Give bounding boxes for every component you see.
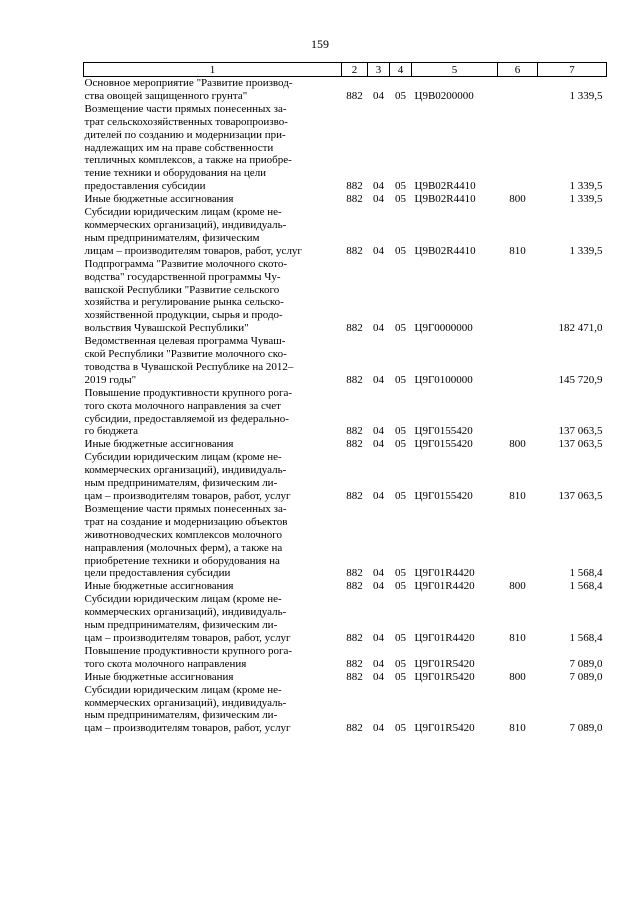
row-amount: 7 089,0: [569, 657, 603, 670]
column-number-row: [84, 63, 607, 77]
table-row: [84, 580, 607, 593]
row-target-code: Ц9Г01R5420: [414, 670, 475, 683]
row-expense-type: [498, 103, 538, 193]
column-header: 2: [342, 63, 368, 77]
row-glava: 882: [346, 631, 363, 644]
row-rz: 04: [373, 722, 384, 735]
row-pr: 05: [395, 244, 406, 257]
row-amount: 1 568,4: [569, 631, 603, 644]
row-expense-type: [498, 503, 538, 580]
row-target-code: Ц9Г0100000: [414, 373, 473, 386]
row-amount: 1 568,4: [569, 580, 603, 593]
row-pr: 05: [395, 567, 406, 580]
row-glava: 882: [346, 373, 363, 386]
row-pr: 05: [395, 89, 406, 102]
row-amount: 137 063,5: [558, 425, 603, 438]
table-row: [84, 503, 607, 580]
row-target-code: Ц9Г01R4420: [414, 631, 475, 644]
row-pr: 05: [395, 438, 406, 451]
row-name: Возмещение части прямых понесенных за- трат на создание и модернизацию объектов животноводческих комплексов молочного направления (молочных ферм), а также на приобретение техники и оборудования на цели предоставления субсидии: [84, 502, 288, 580]
row-expense-type: 800: [509, 193, 526, 206]
row-pr: 05: [395, 425, 406, 438]
table-row: [84, 335, 607, 387]
row-pr: 05: [395, 722, 406, 735]
row-glava: 882: [346, 490, 363, 502]
row-rz: 04: [373, 490, 384, 502]
row-pr: 05: [395, 657, 406, 670]
row-amount: 182 471,0: [558, 322, 603, 335]
row-target-code: Ц9Г0155420: [414, 490, 473, 502]
row-expense-type: 800: [509, 670, 526, 683]
table-row: [84, 593, 607, 645]
row-glava: 882: [346, 89, 363, 102]
row-glava: 882: [346, 180, 363, 193]
row-glava: 882: [346, 657, 363, 670]
budget-table: [83, 62, 607, 735]
row-name: Иные бюджетные ассигнования: [84, 438, 234, 451]
column-header: 3: [368, 63, 390, 77]
row-rz: 04: [373, 425, 384, 438]
row-amount: 1 339,5: [569, 244, 603, 257]
row-name: Ведомственная целевая программа Чуваш- ской Республики "Развитие молочного ско- товодства в Чувашской Республике на 2012– 2019 годы": [84, 335, 294, 386]
row-amount: 1 339,5: [569, 193, 603, 206]
table-row: [84, 438, 607, 451]
table-row: [84, 451, 607, 503]
table-body: [84, 77, 607, 736]
row-rz: 04: [373, 322, 384, 335]
table-row: [84, 193, 607, 206]
row-glava: 882: [346, 567, 363, 580]
row-name: Основное мероприятие "Развитие производ- ства овощей защищенного грунта": [84, 77, 293, 102]
row-rz: 04: [373, 438, 384, 451]
row-pr: 05: [395, 631, 406, 644]
row-pr: 05: [395, 490, 406, 502]
row-name: Субсидии юридическим лицам (кроме не- коммерческих организаций), индивидуаль- ным предпринимателям, физическим ли- цам – производителям товаров, работ, услуг: [84, 451, 291, 502]
row-amount: 1 568,4: [569, 567, 603, 580]
row-pr: 05: [395, 373, 406, 386]
row-target-code: Ц9Г01R5420: [414, 722, 475, 735]
row-expense-type: 800: [509, 580, 526, 593]
row-expense-type: [498, 258, 538, 335]
row-name: Субсидии юридическим лицам (кроме не- коммерческих организаций), индивидуаль- ным предпринимателям, физическим лицам – производителям товаров, работ, услуг: [84, 206, 302, 257]
row-glava: 882: [346, 322, 363, 335]
row-amount: 7 089,0: [569, 670, 603, 683]
row-amount: 137 063,5: [558, 490, 603, 502]
row-amount: 1 339,5: [569, 180, 603, 193]
row-amount: 137 063,5: [558, 438, 603, 451]
row-name: Иные бюджетные ассигнования: [84, 670, 234, 683]
row-name: Иные бюджетные ассигнования: [84, 193, 234, 206]
row-glava: 882: [346, 670, 363, 683]
column-header: 5: [412, 63, 498, 77]
row-expense-type: 810: [509, 631, 526, 644]
row-pr: 05: [395, 670, 406, 683]
row-target-code: Ц9Г01R5420: [414, 657, 475, 670]
row-rz: 04: [373, 180, 384, 193]
row-name: Возмещение части прямых понесенных за- трат сельскохозяйственных товаропроизво- дителей по созданию и модернизации при- надлежащих им на праве собственности тепличных комплексов, а также на приобре- тение техники и оборудования на цели предоставления субсидии: [84, 102, 292, 193]
column-header: 4: [390, 63, 412, 77]
row-target-code: Ц9Г0155420: [414, 425, 473, 438]
row-target-code: Ц9Г01R4420: [414, 580, 475, 593]
row-pr: 05: [395, 193, 406, 206]
table-row: [84, 671, 607, 684]
row-amount: 145 720,9: [558, 373, 603, 386]
row-rz: 04: [373, 373, 384, 386]
row-name: Иные бюджетные ассигнования: [84, 580, 234, 593]
row-expense-type: 810: [509, 722, 526, 735]
row-rz: 04: [373, 657, 384, 670]
row-name: Субсидии юридическим лицам (кроме не- коммерческих организаций), индивидуаль- ным предпринимателям, физическим ли- цам – производителям товаров, работ, услуг: [84, 593, 291, 644]
table-row: [84, 206, 607, 258]
row-expense-type: [498, 645, 538, 671]
row-target-code: Ц9В0200000: [414, 89, 474, 102]
table-row: [84, 77, 607, 103]
row-glava: 882: [346, 580, 363, 593]
row-target-code: Ц9Г0000000: [414, 322, 473, 335]
row-target-code: Ц9В02R4410: [414, 193, 476, 206]
column-header: 6: [498, 63, 538, 77]
row-expense-type: 810: [509, 490, 526, 502]
row-amount: 7 089,0: [569, 722, 603, 735]
row-target-code: Ц9В02R4410: [414, 180, 476, 193]
row-glava: 882: [346, 425, 363, 438]
row-pr: 05: [395, 180, 406, 193]
row-rz: 04: [373, 244, 384, 257]
row-glava: 882: [346, 193, 363, 206]
row-rz: 04: [373, 89, 384, 102]
row-pr: 05: [395, 580, 406, 593]
row-amount: 1 339,5: [569, 89, 603, 102]
row-expense-type: [498, 387, 538, 439]
row-rz: 04: [373, 193, 384, 206]
table-row: [84, 684, 607, 736]
table-row: [84, 258, 607, 335]
row-rz: 04: [373, 580, 384, 593]
row-pr: 05: [395, 322, 406, 335]
row-target-code: Ц9В02R4410: [414, 244, 476, 257]
table-row: [84, 387, 607, 439]
table-row: [84, 103, 607, 193]
row-name: Субсидии юридическим лицам (кроме не- коммерческих организаций), индивидуаль- ным предпринимателям, физическим ли- цам – производителям товаров, работ, услуг: [84, 683, 291, 735]
row-expense-type: 800: [509, 438, 526, 451]
row-rz: 04: [373, 567, 384, 580]
row-glava: 882: [346, 244, 363, 257]
row-rz: 04: [373, 631, 384, 644]
row-name: Повышение продуктивности крупного рога- того скота молочного направления: [84, 644, 293, 670]
row-expense-type: [498, 77, 538, 103]
row-expense-type: [498, 335, 538, 387]
column-header: 1: [84, 63, 342, 77]
row-rz: 04: [373, 670, 384, 683]
row-name: Подпрограмма "Развитие молочного ското- водства" государственной программы Чу- вашской Республики "Развитие сельского хозяйства и регулирование рынка сельско- хозяйственной продукции, сырья и продо- вольствия Чувашской Республики": [84, 257, 288, 335]
row-target-code: Ц9Г01R4420: [414, 567, 475, 580]
row-glava: 882: [346, 722, 363, 735]
column-header: 7: [538, 63, 607, 77]
row-target-code: Ц9Г0155420: [414, 438, 473, 451]
row-expense-type: 810: [509, 244, 526, 257]
table-header: [84, 63, 607, 77]
table-row: [84, 645, 607, 671]
row-name: Повышение продуктивности крупного рога- того скота молочного направления за счет субсидии, предоставляемой из федерально- го бюджета: [84, 386, 293, 438]
row-glava: 882: [346, 438, 363, 451]
page-number: 159: [311, 37, 329, 51]
